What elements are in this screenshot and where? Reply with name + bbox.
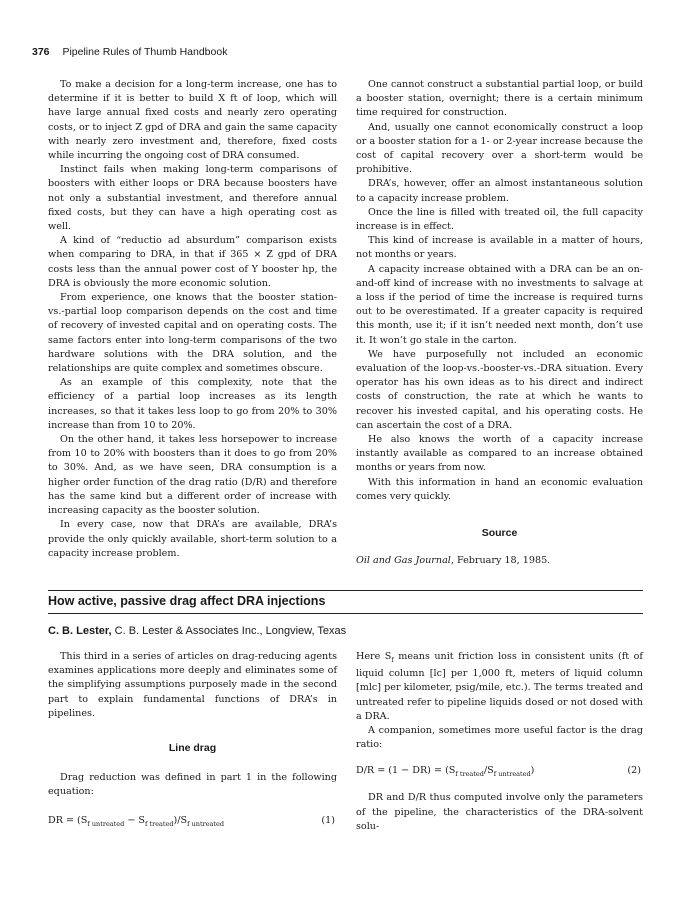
paragraph: A kind of “reductio ad absurdum” comparison exists when comparing to DRA, in that if 365 × Z gpd of DRA costs less than the annual power cost of Y booster hp, the DRA is obviously the more economic solution. <box>48 235 337 289</box>
right-column <box>356 78 643 569</box>
equation-number: (2) <box>627 765 641 777</box>
paragraph: Drag reduction was defined in part 1 in the following equation: <box>48 772 337 798</box>
byline <box>48 625 346 637</box>
paragraph: We have purposefully not included an economic evaluation of the loop-vs.-booster-vs.-DRA situation. Every operator has his own ideas as to his direct and indirect costs of construction, the rate at which he wants to recover his invested capital, and his operating costs. He can ascertain the cost of a DRA. <box>356 348 643 431</box>
author-affiliation: C. B. Lester & Associates Inc., Longview, Texas <box>111 625 347 637</box>
article-right-column <box>356 650 643 834</box>
equation-2: $D/R = (1 - DR) = (S_{f treated}/S_{f untreated})$ (2) <box>356 765 641 779</box>
equation-number: (1) <box>321 814 335 826</box>
author-name: C. B. Lester, <box>48 625 112 637</box>
equation-1: DR = $(S_{f untreated} - S_{f treated})/S_{f untreated}$ (1) <box>48 814 335 828</box>
paragraph: A capacity increase obtained with a DRA can be an on-and-off kind of increase with no investments to salvage at a loss if the period of time the increase is required turns out to be overestimated. If a greater capacity is required this month, use it; if it isn’t needed next month, don’t use it. It won’t go stale in the carton. <box>356 263 643 346</box>
paragraph: DR and D/R thus computed involve only the parameters of the pipeline, the characteristics of the DRA-solvent solu- <box>356 792 643 832</box>
source-journal: Oil and Gas Journal <box>356 555 451 567</box>
section-rule-bottom <box>48 613 643 614</box>
source-citation <box>356 554 643 568</box>
source-date: , February 18, 1985. <box>450 555 551 567</box>
paragraph: This third in a series of articles on drag-reducing agents examines applications more deeply and eliminates some of the simplifying assumptions purposely made in the second part to explain fundamental functions of DRA’s in pipelines. <box>48 651 337 719</box>
running-header <box>32 46 227 58</box>
paragraph: With this information in hand an economic evaluation comes very quickly. <box>356 476 643 502</box>
paragraph: And, usually one cannot economically construct a loop or a booster station for a 1- or 2-year increase because the cost of capital recovery over a short-term would be prohibitive. <box>356 121 643 176</box>
source-heading: Source <box>481 527 518 540</box>
article-title: How active, passive drag affect DRA injections <box>48 594 326 608</box>
paragraph: Once the line is filled with treated oil, the full capacity increase is in effect. <box>356 206 643 233</box>
paragraph: He also knows the worth of a capacity increase instantly available as compared to an increase obtained months or years from now. <box>356 434 643 474</box>
section-rule-top <box>48 590 643 591</box>
section-heading-line-drag: Line drag <box>168 742 217 755</box>
left-column <box>48 78 337 561</box>
book-title: Pipeline Rules of Thumb Handbook <box>62 46 228 58</box>
page-number: 376 <box>32 46 50 58</box>
paragraph: On the other hand, it takes less horsepower to increase from 10 to 20% with boosters than it does to go from 20% to 30%. And, as we have seen, DRA consumption is a higher order function of the drag ratio (D/R) and therefore has the same kind but a different order of increase with increasing capacity as the booster solution. <box>48 434 337 517</box>
paragraph: To make a decision for a long-term increase, one has to determine if it is better to build X ft of loop, which will have large annual fixed costs and nearly zero operating costs, or to inject Z gpd of DRA and gain the same capacity with nearly zero investment and, therefore, fixed costs while incurring the ongoing cost of DRA consumed. <box>48 79 337 162</box>
paragraph: Instinct fails when making long-term comparisons of boosters with either loops or DRA because boosters have not only a substantial investment, and therefore annual fixed costs, but they can have a high operating cost as well. <box>48 164 337 233</box>
paragraph: A companion, sometimes more useful factor is the drag ratio: <box>356 724 643 751</box>
paragraph: In every case, now that DRA’s are available, DRA’s provide the only quickly available, short-term solution to a capacity increase problem. <box>48 519 337 559</box>
paragraph: DRA’s, however, offer an almost instantaneous solution to a capacity increase problem. <box>356 178 643 204</box>
article-left-column <box>48 650 337 831</box>
paragraph: Here $S_f$ means unit friction loss in consistent units (ft of liquid column [lc] per 1,000 ft, meters of liquid column [mlc] per kilometer, psig/mile, etc.). The terms treated and untreated refer to pipeline liquids dosed or not dosed with a DRA. <box>356 651 643 722</box>
paragraph: As an example of this complexity, note that the efficiency of a partial loop increases as its length increases, so that it takes less loop to go from 20% to 30% increase than from 10 to 20%. <box>48 377 337 431</box>
paragraph: This kind of increase is available in a matter of hours, not months or years. <box>356 235 643 261</box>
paragraph: From experience, one knows that the booster station-vs.-partial loop comparison depends on the cost and time of recovery of invested capital and on operating costs. The same factors enter into long-term comparisons of the two hardware solutions with the DRA solution, and the relationships are quite complex and sometimes obscure. <box>48 292 337 375</box>
paragraph: One cannot construct a substantial partial loop, or build a booster station, overnight; there is a certain minimum time required for construction. <box>356 79 643 119</box>
